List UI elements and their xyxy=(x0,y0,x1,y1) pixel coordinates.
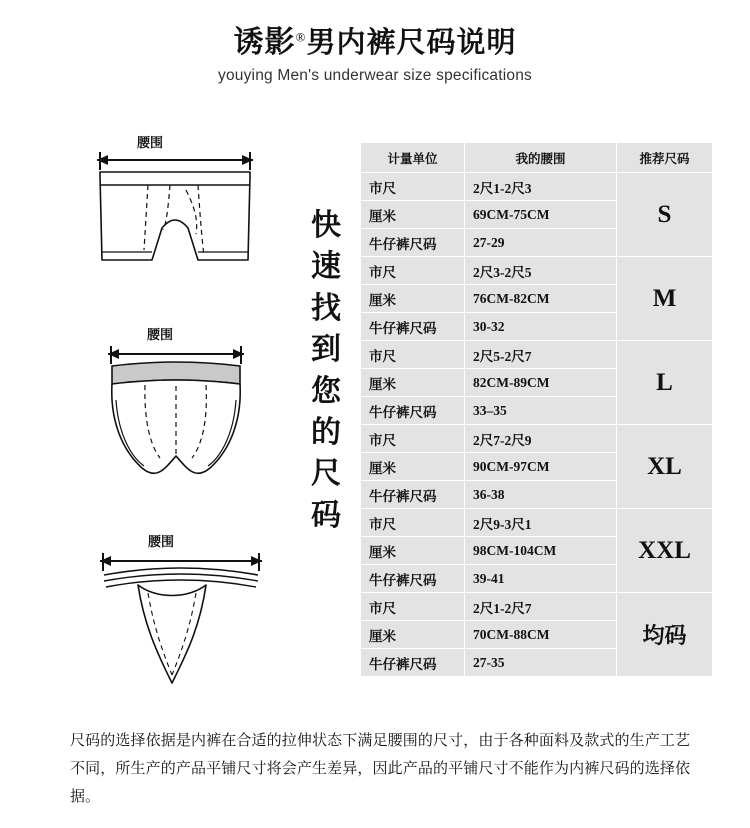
cell-size: XXL xyxy=(617,509,713,593)
size-table-wrapper xyxy=(360,142,712,677)
cell-value: 76CM-82CM xyxy=(465,285,617,313)
cell-value: 2尺5-2尺7 xyxy=(465,341,617,369)
cell-size: L xyxy=(617,341,713,425)
cell-value: 69CM-75CM xyxy=(465,201,617,229)
cell-unit: 牛仔裤尺码 xyxy=(361,649,465,677)
table-row xyxy=(361,173,713,201)
cell-value: 27-29 xyxy=(465,229,617,257)
cell-unit: 厘米 xyxy=(361,537,465,565)
header-size: 推荐尺码 xyxy=(617,143,713,173)
illustration-thong xyxy=(20,535,300,710)
page-title-rest: 男内裤尺码说明 xyxy=(306,27,517,59)
page-title xyxy=(0,26,750,60)
table-row xyxy=(361,341,713,369)
cell-unit: 厘米 xyxy=(361,369,465,397)
illustration-brief xyxy=(20,327,300,530)
cell-value: 2尺1-2尺3 xyxy=(465,173,617,201)
cell-unit: 市尺 xyxy=(361,173,465,201)
vertical-slogan xyxy=(300,205,352,536)
cell-unit: 牛仔裤尺码 xyxy=(361,313,465,341)
cell-unit: 市尺 xyxy=(361,509,465,537)
slogan-char-2: 找 xyxy=(311,291,341,325)
cell-unit: 市尺 xyxy=(361,593,465,621)
slogan-char-5: 的 xyxy=(311,415,341,449)
table-row xyxy=(361,593,713,621)
slogan-char-4: 您 xyxy=(311,374,341,408)
waist-label-brief: 腰围 xyxy=(147,327,174,342)
cell-unit: 厘米 xyxy=(361,621,465,649)
slogan-char-6: 尺 xyxy=(311,457,341,491)
cell-size: XL xyxy=(617,425,713,509)
table-header-row xyxy=(361,143,713,173)
slogan-char-1: 速 xyxy=(311,250,341,284)
cell-value: 2尺9-3尺1 xyxy=(465,509,617,537)
cell-unit: 厘米 xyxy=(361,453,465,481)
cell-unit: 厘米 xyxy=(361,285,465,313)
thong-drawing xyxy=(20,535,300,710)
header-waist: 我的腰围 xyxy=(465,143,617,173)
illustration-column xyxy=(20,120,300,710)
cell-unit: 市尺 xyxy=(361,341,465,369)
cell-unit: 牛仔裤尺码 xyxy=(361,229,465,257)
table-row xyxy=(361,509,713,537)
cell-unit: 牛仔裤尺码 xyxy=(361,397,465,425)
cell-value: 2尺7-2尺9 xyxy=(465,425,617,453)
page-header xyxy=(0,0,750,85)
cell-value: 90CM-97CM xyxy=(465,453,617,481)
cell-unit: 牛仔裤尺码 xyxy=(361,565,465,593)
table-row xyxy=(361,425,713,453)
table-row xyxy=(361,257,713,285)
cell-unit: 厘米 xyxy=(361,201,465,229)
cell-size: M xyxy=(617,257,713,341)
cell-value: 39-41 xyxy=(465,565,617,593)
slogan-char-3: 到 xyxy=(311,333,341,367)
waist-label-boxer: 腰围 xyxy=(137,135,164,150)
cell-value: 2尺1-2尺7 xyxy=(465,593,617,621)
header-unit: 计量单位 xyxy=(361,143,465,173)
cell-unit: 牛仔裤尺码 xyxy=(361,481,465,509)
cell-size: S xyxy=(617,173,713,257)
brief-drawing xyxy=(20,330,300,530)
registered-trademark-icon: ® xyxy=(295,29,307,45)
slogan-char-7: 码 xyxy=(311,498,341,532)
boxer-brief-drawing xyxy=(20,130,300,320)
cell-value: 82CM-89CM xyxy=(465,369,617,397)
cell-value: 2尺3-2尺5 xyxy=(465,257,617,285)
slogan-char-0: 快 xyxy=(311,209,341,242)
size-table xyxy=(360,142,713,677)
page-subtitle: youying Men's underwear size specifications xyxy=(218,66,532,84)
cell-value: 98CM-104CM xyxy=(465,537,617,565)
cell-unit: 市尺 xyxy=(361,425,465,453)
cell-value: 33–35 xyxy=(465,397,617,425)
cell-value: 30-32 xyxy=(465,313,617,341)
illustration-boxer-brief xyxy=(20,130,300,320)
brand-name: 诱影 xyxy=(233,26,296,59)
cell-unit: 市尺 xyxy=(361,257,465,285)
cell-size: 均码 xyxy=(617,593,713,677)
cell-value: 70CM-88CM xyxy=(465,621,617,649)
main-content xyxy=(0,120,750,720)
waist-label-thong: 腰围 xyxy=(148,534,175,549)
cell-value: 36-38 xyxy=(465,481,617,509)
size-selection-note: 尺码的选择依据是内裤在合适的拉伸状态下满足腰围的尺寸，由于各种面料及款式的生产工艺不同，所生产的产品平铺尺寸将会产生差异，因此产品的平铺尺寸不能作为内裤尺码的选择依据。 xyxy=(70,733,690,805)
cell-value: 27-35 xyxy=(465,649,617,677)
